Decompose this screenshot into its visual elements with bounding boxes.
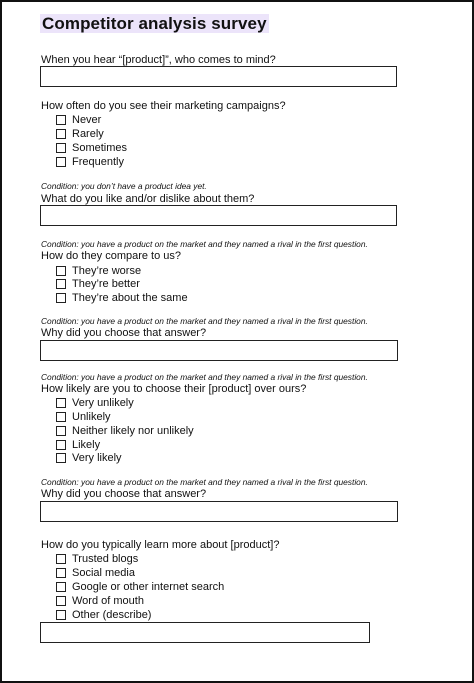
checkbox[interactable] [56,440,66,450]
question-4-label: How do they compare to us? [41,250,182,262]
q2-option-never[interactable] [56,114,101,126]
question-5-answer-field[interactable] [40,340,398,361]
checkbox[interactable] [56,293,66,303]
question-1-label: When you hear “[product]”, who comes to mind? [41,54,276,66]
option-label: Social media [72,567,135,579]
q4-option-worse[interactable] [56,265,141,277]
question-1-answer-field[interactable] [40,66,397,87]
checkbox[interactable] [56,554,66,564]
option-label: Likely [72,439,101,451]
question-7-answer-field[interactable] [40,501,398,522]
checkbox[interactable] [56,129,66,139]
option-label: Rarely [72,128,104,140]
option-label: They’re about the same [72,292,188,304]
q8-option-trusted-blogs[interactable] [56,553,138,565]
q2-option-frequently[interactable] [56,156,124,168]
q4-option-better[interactable] [56,278,140,290]
checkbox[interactable] [56,610,66,620]
checkbox[interactable] [56,568,66,578]
q6-option-very-unlikely[interactable] [56,397,134,409]
question-3-label: What do you like and/or dislike about them? [41,193,255,205]
question-3-condition: Condition: you don’t have a product idea yet. [41,181,207,191]
option-label: Sometimes [72,142,128,154]
option-label: Unlikely [72,411,111,423]
option-label: They’re better [72,278,140,290]
question-8-other-field[interactable] [40,622,370,643]
q2-option-rarely[interactable] [56,128,104,140]
option-label: Google or other internet search [72,581,225,593]
checkbox[interactable] [56,143,66,153]
question-7-condition: Condition: you have a product on the market and they named a rival in the first question. [41,477,368,487]
question-4-condition: Condition: you have a product on the market and they named a rival in the first question. [41,239,368,249]
option-label: Very likely [72,452,122,464]
option-label: Word of mouth [72,595,144,607]
question-5-condition: Condition: you have a product on the market and they named a rival in the first question. [41,316,368,326]
checkbox[interactable] [56,596,66,606]
question-6-condition: Condition: you have a product on the market and they named a rival in the first question. [41,372,368,382]
question-2-label: How often do you see their marketing campaigns? [41,100,286,112]
title-text: Competitor analysis survey [42,14,267,33]
option-label: Never [72,114,102,126]
checkbox[interactable] [56,426,66,436]
checkbox[interactable] [56,453,66,463]
checkbox[interactable] [56,266,66,276]
checkbox[interactable] [56,398,66,408]
q8-option-social-media[interactable] [56,567,135,579]
question-8-label: How do you typically learn more about [product]? [41,539,280,551]
question-3-answer-field[interactable] [40,205,397,226]
option-label: Very unlikely [72,397,134,409]
checkbox[interactable] [56,157,66,167]
question-6-label: How likely are you to choose their [product] over ours? [41,383,307,395]
q8-option-word-of-mouth[interactable] [56,595,144,607]
option-label: Neither likely nor unlikely [72,425,194,437]
checkbox[interactable] [56,279,66,289]
checkbox[interactable] [56,412,66,422]
option-label: Trusted blogs [72,553,139,565]
q2-option-sometimes[interactable] [56,142,127,154]
q6-option-unlikely[interactable] [56,411,111,423]
option-label: Frequently [72,156,124,168]
page-title [40,14,269,34]
q6-option-neither[interactable] [56,425,194,437]
q6-option-very-likely[interactable] [56,452,122,464]
q4-option-same[interactable] [56,292,188,304]
question-5-label: Why did you choose that answer? [41,327,207,339]
q6-option-likely[interactable] [56,439,100,451]
checkbox[interactable] [56,115,66,125]
question-7-label: Why did you choose that answer? [41,488,207,500]
option-label: They’re worse [72,265,142,277]
q8-option-search[interactable] [56,581,224,593]
q8-option-other[interactable] [56,609,151,621]
checkbox[interactable] [56,582,66,592]
option-label: Other (describe) [72,609,152,621]
